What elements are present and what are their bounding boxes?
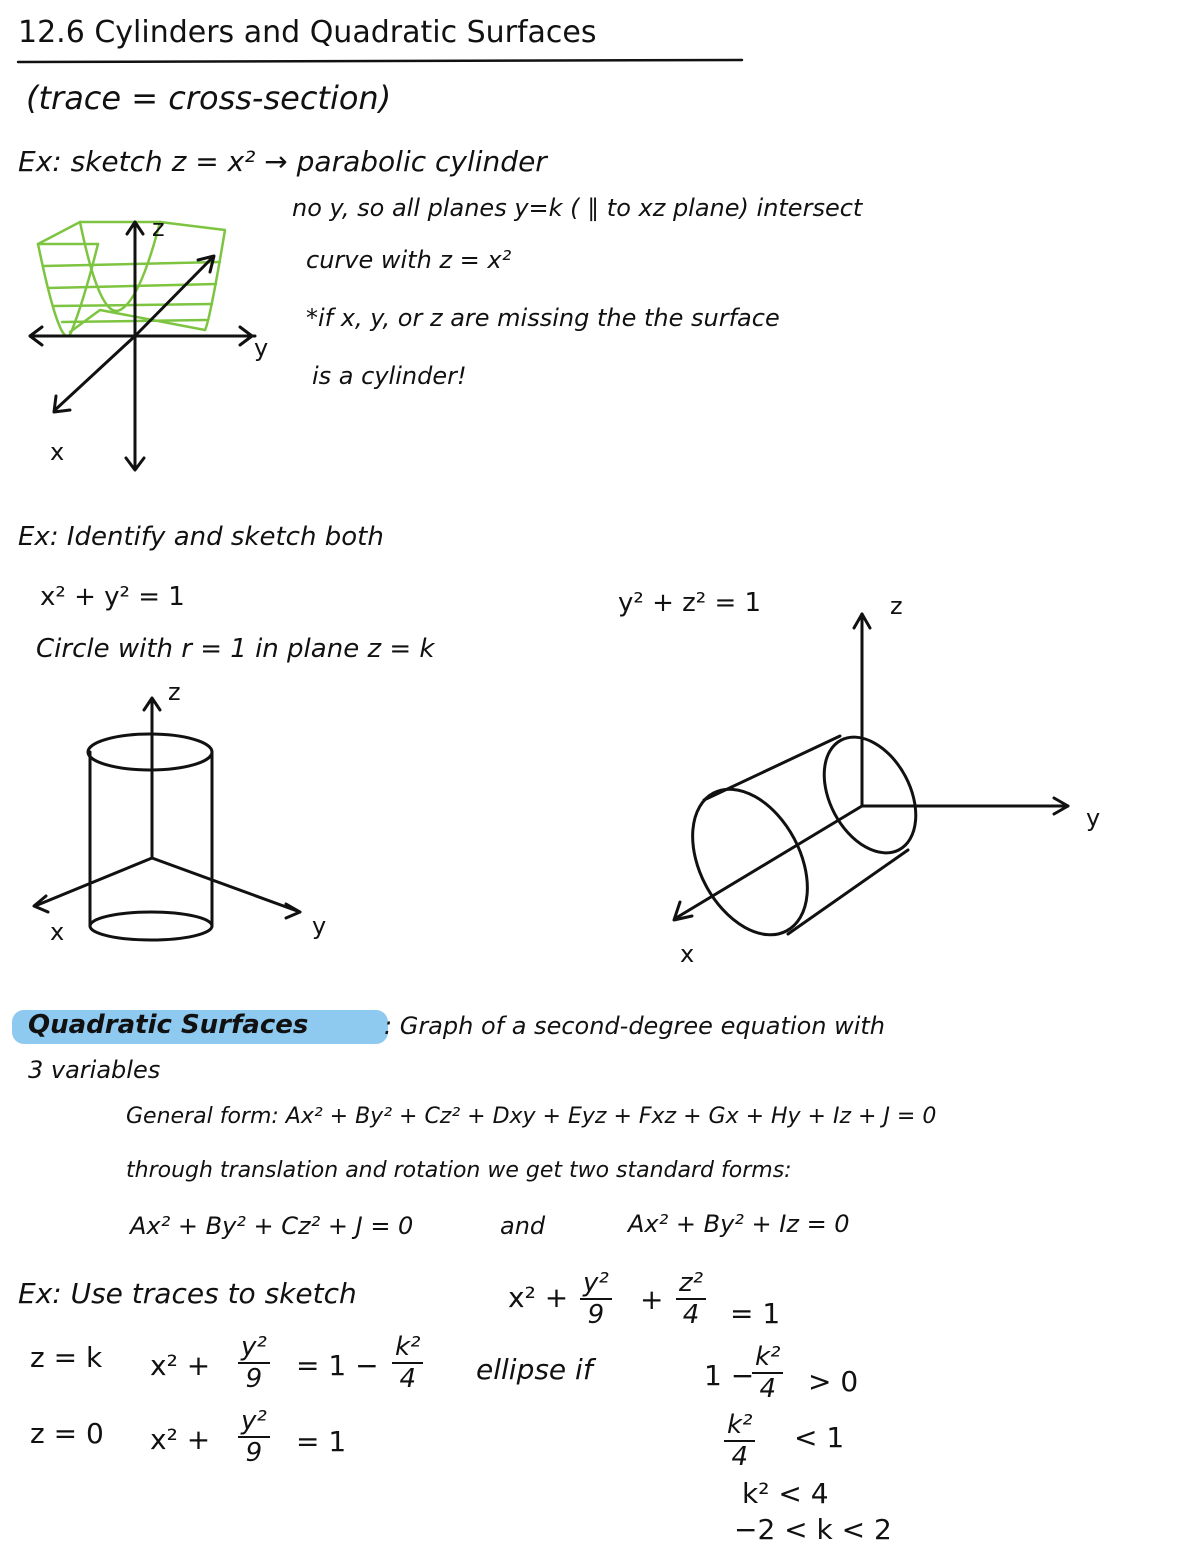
example3-eq-frac1-num: y² — [580, 1270, 612, 1300]
row1-head: x² + — [150, 1349, 211, 1382]
example1-axis-x: x — [50, 438, 65, 466]
definition-term: Quadratic Surfaces — [28, 1010, 309, 1040]
row2-head: x² + — [150, 1423, 211, 1456]
page-subtitle: (trace = cross-section) — [26, 79, 392, 117]
row1-note: ellipse if — [476, 1353, 593, 1386]
definition-text: : Graph of a second-degree equation with — [384, 1012, 886, 1040]
cond1-frac — [752, 1344, 783, 1402]
example3-eq-frac2-num: z² — [676, 1270, 706, 1300]
row1-frac2-num: k² — [392, 1334, 423, 1364]
example3-eq-plus: + — [640, 1283, 664, 1316]
row1-frac-num: y² — [238, 1334, 270, 1364]
example1-axis-y: y — [254, 334, 269, 362]
example3-eq-tail: = 1 — [730, 1297, 781, 1330]
row2-tail: = 1 — [296, 1425, 347, 1458]
standard-form-1: Ax² + By² + Cz² + J = 0 — [130, 1212, 414, 1240]
cond3: k² < 4 — [742, 1477, 829, 1510]
definition-text-line2: 3 variables — [28, 1056, 161, 1084]
example1-note-line2: curve with z = x² — [306, 246, 512, 274]
example3-eq-frac1-den: 9 — [587, 1300, 605, 1330]
cond2-frac-num: k² — [724, 1412, 755, 1442]
example1-note-line1: no y, so all planes y=k ( ∥ to xz plane) intersect — [292, 194, 863, 222]
row1-frac2 — [392, 1334, 423, 1392]
cond1-frac-num: k² — [752, 1344, 783, 1374]
example2-left-equation: x² + y² = 1 — [40, 582, 185, 612]
cond2-tail: < 1 — [794, 1421, 845, 1454]
example2-left-axis-y: y — [312, 912, 327, 940]
example3-eq-head: x² + — [508, 1281, 569, 1314]
example1-prompt: Ex: sketch z = x² → parabolic cylinder — [18, 145, 547, 178]
row2-label: z = 0 — [30, 1417, 104, 1450]
row1-mid: = 1 − — [296, 1349, 379, 1382]
example3-eq-frac2-den: 4 — [682, 1300, 700, 1330]
row1-frac-den: 9 — [245, 1364, 263, 1394]
example3-prompt: Ex: Use traces to sketch — [18, 1277, 357, 1310]
general-form: General form: Ax² + By² + Cz² + Dxy + Eyz + Fxz + Gx + Hy + Iz + J = 0 — [126, 1104, 937, 1129]
row1-label: z = k — [30, 1341, 103, 1374]
example1-axis-z: z — [152, 214, 165, 242]
example2-right-axis-x: x — [680, 940, 695, 968]
and-word: and — [500, 1212, 546, 1240]
example2-left-note: Circle with r = 1 in plane z = k — [36, 634, 435, 664]
example1-note-line3: *if x, y, or z are missing the the surface — [306, 304, 780, 332]
row2-frac-num: y² — [238, 1408, 270, 1438]
page-title: 12.6 Cylinders and Quadratic Surfaces — [18, 15, 597, 50]
example3-eq-frac2 — [676, 1270, 706, 1328]
cond1-frac-den: 4 — [759, 1374, 777, 1404]
example2-right-equation: y² + z² = 1 — [618, 588, 762, 618]
cond2-frac-den: 4 — [731, 1442, 749, 1472]
row1-frac2-den: 4 — [399, 1364, 417, 1394]
example2-left-axis-z: z — [168, 678, 181, 706]
row2-frac-den: 9 — [245, 1438, 263, 1468]
cond2-frac — [724, 1412, 755, 1470]
row1-frac — [238, 1334, 270, 1392]
example2-left-axis-x: x — [50, 918, 65, 946]
standard-form-2: Ax² + By² + Iz = 0 — [628, 1210, 850, 1238]
example2-right-axis-y: y — [1086, 804, 1101, 832]
row2-frac — [238, 1408, 270, 1466]
translation-note: through translation and rotation we get two standard forms: — [126, 1158, 792, 1183]
cond1-tail: > 0 — [808, 1365, 859, 1398]
cond4: −2 < k < 2 — [734, 1513, 892, 1546]
example1-note-line4: is a cylinder! — [312, 362, 467, 390]
cond1-head: 1 − — [704, 1359, 755, 1392]
example3-eq-frac1 — [580, 1270, 612, 1328]
example2-right-axis-z: z — [890, 592, 903, 620]
example2-prompt: Ex: Identify and sketch both — [18, 522, 384, 552]
